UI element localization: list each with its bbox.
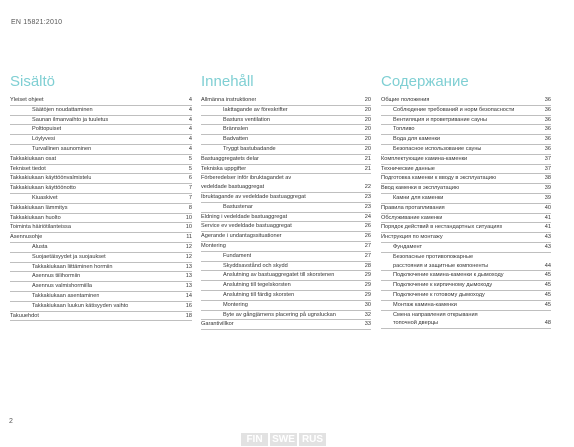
toc-entry-page: 39: [544, 185, 551, 192]
toc-entry-page: [549, 311, 551, 320]
toc-entry-page: 27: [364, 242, 371, 249]
toc-entry-title: Безопасные противопожарные: [393, 253, 474, 260]
toc-entry[interactable]: [201, 155, 371, 165]
toc-entry-title: Tryggt bastubadande: [223, 145, 276, 152]
toc-entry-title: Allmänna instruktioner: [201, 97, 257, 103]
toc-entry[interactable]: [381, 145, 551, 155]
toc-entry-title: Безопасное использование сауны: [393, 145, 482, 152]
toc-entry-page: 40: [544, 204, 551, 211]
toc-entry-page: 45: [544, 282, 551, 289]
toc-entry-page: 4: [188, 126, 192, 133]
toc-entry[interactable]: [381, 319, 551, 329]
toc-entry-title: Подключение камина-каменки к дымоходу: [393, 272, 504, 279]
toc-entry-title: Anslutning av bastuaggregatet till skorstenen: [223, 272, 335, 279]
toc-entry-page: 48: [544, 320, 551, 327]
toc-column-swe: [201, 73, 371, 330]
toc-entry-title: Takkakiukaan lämmitys: [10, 204, 68, 211]
toc-entry-page: 7: [188, 194, 192, 201]
toc-entry-title: Takuuehdot: [10, 312, 39, 319]
toc-entry[interactable]: [201, 291, 371, 301]
toc-entry-page: 28: [364, 262, 371, 269]
toc-entry[interactable]: [201, 165, 371, 175]
toc-entry-title: Ввод каменки в эксплуатацию: [381, 185, 460, 192]
toc-entry-page: 4: [188, 136, 192, 143]
toc-entry-title: Saunan ilmanvaihto ja tuuletus: [32, 116, 109, 123]
toc-entry-page: 4: [188, 106, 192, 113]
toc-entry-title: Asennusohje: [10, 234, 43, 241]
toc-entry-page: 21: [364, 165, 371, 172]
toc-entry[interactable]: [381, 155, 551, 165]
toc-entry-title: Toiminta häiriötilanteissa: [10, 224, 71, 231]
toc-entry[interactable]: [381, 204, 551, 214]
toc-entry-title: Alusta: [32, 243, 48, 250]
document-header: EN 15821:2010: [11, 19, 63, 26]
toc-entry-title: Вентиляция и проветривание сауны: [393, 116, 488, 123]
toc-entry-page: 14: [185, 292, 192, 299]
toc-entry-page: 29: [364, 291, 371, 298]
toc-entry-page: 30: [364, 301, 371, 308]
toc-entry-title: Инструкция по монтажу: [381, 234, 443, 241]
toc-entry-page: 23: [364, 193, 371, 200]
toc-entry-page: 20: [364, 136, 371, 143]
toc-entry-page: 45: [544, 301, 551, 308]
toc-entry-page: 27: [364, 252, 371, 259]
toc-entry[interactable]: [10, 263, 192, 273]
toc-entry-page: 36: [544, 136, 551, 143]
toc-entry[interactable]: [201, 183, 371, 193]
toc-entry-title: Montering: [223, 301, 248, 308]
toc-entry[interactable]: [10, 145, 192, 155]
toc-entry-title: Yleiset ohjeet: [10, 97, 44, 103]
toc-entry[interactable]: [201, 252, 371, 262]
toc-entry-title: Asennus tiilihormiin: [32, 273, 81, 280]
toc-entry[interactable]: [10, 233, 192, 243]
toc-entry-title: Общие положения: [381, 97, 430, 103]
toc-entry-title: Ibruktagande av vedeldade bastuaggregat: [201, 193, 306, 200]
toc-entry-page: 8: [188, 204, 192, 211]
toc-entry-page: 38: [544, 175, 551, 182]
toc-entry[interactable]: [381, 233, 551, 243]
toc-entry[interactable]: [201, 96, 371, 106]
toc-entry-page: 36: [544, 145, 551, 152]
toc-entry[interactable]: [10, 184, 192, 194]
toc-entry-page: 5: [188, 155, 192, 162]
toc-entry-title: Правила протапливания: [381, 204, 445, 211]
toc-entry-page: 11: [186, 234, 192, 241]
toc-title-rus: Содержание: [381, 73, 469, 90]
toc-entry[interactable]: [201, 145, 371, 155]
toc-entry[interactable]: [10, 253, 192, 263]
toc-entry[interactable]: [201, 311, 371, 321]
toc-entry-title: Подключение к готовому дымоходу: [393, 291, 485, 298]
toc-entry-title: Takkakiukaan käyttöönvalmistelu: [10, 175, 92, 182]
toc-entry-title: Agerande i undantagssituationer: [201, 233, 282, 240]
toc-entry-title: Смена направления открывания: [393, 311, 478, 318]
toc-entry[interactable]: [10, 194, 192, 204]
toc-entry-title: Asennus valmishormiilla: [32, 283, 92, 290]
toc-entry[interactable]: [201, 135, 371, 145]
toc-entry[interactable]: [10, 135, 192, 145]
toc-entry-page: 10: [185, 214, 192, 221]
toc-column-rus: [381, 73, 551, 329]
toc-entry[interactable]: [10, 116, 192, 126]
toc-list-rus: [381, 96, 551, 329]
toc-entry-page: 16: [185, 302, 192, 309]
toc-entry-page: 20: [364, 106, 371, 113]
toc-entry-page: 41: [544, 214, 551, 221]
toc-entry-title: Подготовка каменки к вводу в эксплуатацию: [381, 175, 497, 182]
toc-entry-page: 4: [188, 97, 192, 103]
toc-entry-page: 29: [364, 282, 371, 289]
toc-entry-page: 26: [364, 233, 371, 240]
toc-entry[interactable]: [201, 203, 371, 213]
toc-entry-title: Fundament: [223, 252, 252, 259]
toc-entry-title: Garantivillkor: [201, 321, 234, 328]
toc-entry[interactable]: [381, 253, 551, 262]
toc-entry-page: 36: [544, 126, 551, 133]
toc-entry[interactable]: [201, 222, 371, 232]
toc-entry-title: Suojaetäisyydet ja suojaukset: [32, 253, 106, 260]
toc-entry-title: Säätöjen noudattaminen: [32, 106, 93, 113]
toc-entry[interactable]: [381, 214, 551, 224]
toc-entry[interactable]: [10, 155, 192, 165]
toc-entry[interactable]: [201, 242, 371, 252]
toc-entry[interactable]: [201, 174, 371, 183]
toc-entry-page: 6: [188, 175, 192, 182]
toc-entry-title: vedeldade bastuaggregat: [201, 184, 265, 191]
toc-entry-page: 41: [544, 224, 551, 231]
toc-entry-page: 21: [364, 155, 371, 162]
toc-entry[interactable]: [10, 302, 192, 312]
toc-entry-page: 20: [364, 116, 371, 123]
toc-entry-title: Соблюдение требований и норм безопасности: [393, 106, 515, 113]
toc-entry-page: 24: [364, 213, 371, 220]
toc-entry[interactable]: [201, 301, 371, 311]
toc-entry-page: 23: [364, 203, 371, 210]
language-tab-fin[interactable]: FIN: [241, 433, 268, 446]
toc-entry[interactable]: [201, 262, 371, 272]
toc-entry-page: 13: [185, 273, 192, 280]
toc-entry-page: 39: [544, 194, 551, 201]
toc-entry[interactable]: [10, 174, 192, 184]
toc-entry-title: Löylyvesi: [32, 136, 56, 143]
toc-entry-title: Montering: [201, 242, 226, 249]
toc-entry-page: 5: [188, 165, 192, 172]
toc-entry[interactable]: [10, 204, 192, 214]
toc-entry[interactable]: [381, 311, 551, 320]
toc-entry-page: 37: [544, 165, 551, 172]
toc-entry[interactable]: [381, 243, 551, 253]
toc-entry-title: Tekniska uppgifter: [201, 165, 247, 172]
toc-entry-page: 36: [544, 97, 551, 103]
toc-entry-page: 45: [544, 291, 551, 298]
toc-entry-page: 43: [544, 243, 551, 250]
toc-entry-title: Технические данные: [381, 165, 435, 172]
toc-entry-title: Takkakiukaan käyttöönotto: [10, 185, 76, 192]
toc-entry-title: Топливо: [393, 126, 415, 133]
toc-entry[interactable]: [10, 125, 192, 135]
toc-entry[interactable]: [10, 312, 192, 322]
toc-entry-page: 36: [544, 116, 551, 123]
toc-entry-page: 12: [185, 243, 192, 250]
toc-entry[interactable]: [381, 262, 551, 272]
toc-entry[interactable]: [10, 223, 192, 233]
toc-entry-page: 7: [188, 185, 192, 192]
toc-entry-title: Монтаж камина-каменки: [393, 301, 457, 308]
toc-entry[interactable]: [381, 184, 551, 194]
toc-entry-title: Takkakiukaan liittäminen hormiin: [32, 263, 113, 270]
toc-entry[interactable]: [381, 271, 551, 281]
toc-entry-title: Polttopuiset: [32, 126, 62, 133]
toc-title-fin: Sisältö: [10, 73, 56, 90]
toc-entry-title: Brännslen: [223, 126, 249, 133]
toc-entry-page: 22: [364, 184, 371, 191]
toc-entry[interactable]: [201, 116, 371, 126]
toc-entry-page: 4: [188, 116, 192, 123]
toc-entry[interactable]: [381, 135, 551, 145]
toc-entry-title: Badvatten: [223, 136, 249, 143]
toc-entry[interactable]: [381, 281, 551, 291]
toc-entry-page: 36: [544, 106, 551, 113]
toc-column-fin: [10, 73, 192, 321]
toc-entry-page: 33: [364, 321, 371, 328]
toc-entry[interactable]: [381, 116, 551, 126]
toc-entry-title: Anslutning till tegelskorsten: [223, 282, 291, 289]
toc-entry-title: Turvallinen saunominen: [32, 145, 92, 152]
toc-entry-title: Tekniset tiedot: [10, 165, 46, 172]
toc-entry-page: 12: [185, 253, 192, 260]
toc-entry-title: Förberedelser inför ibruktagandet av: [201, 175, 292, 182]
toc-entry-title: Фундамент: [393, 243, 423, 250]
toc-entry-page: 32: [364, 311, 371, 318]
language-tab-rus[interactable]: RUS: [299, 433, 326, 446]
toc-entry-page: 13: [185, 263, 192, 270]
toc-entry-page: 26: [364, 223, 371, 230]
toc-entry-title: Service ev vedeldade bastuaggregat: [201, 223, 292, 230]
toc-entry-title: Anslutning till färdig skorsten: [223, 291, 295, 298]
toc-entry[interactable]: [381, 291, 551, 301]
toc-entry[interactable]: [201, 271, 371, 281]
toc-entry-page: 18: [185, 312, 192, 319]
toc-entry[interactable]: [381, 165, 551, 175]
toc-entry-title: Подключение к кирпичному дымоходу: [393, 282, 493, 289]
toc-entry-title: Обслуживание каменки: [381, 214, 443, 221]
toc-entry-page: 20: [364, 97, 371, 103]
toc-entry-title: Takkakiukaan luukun kätisyyden vaihto: [32, 302, 129, 309]
toc-entry-title: Iakttagande av föreskrifter: [223, 106, 288, 113]
toc-entry-page: [549, 253, 551, 262]
toc-entry-page: 44: [544, 262, 551, 269]
toc-entry-title: Bastuns ventilation: [223, 116, 270, 123]
toc-entry[interactable]: [10, 96, 192, 106]
toc-entry-title: Skyddsavstånd och skydd: [223, 262, 288, 269]
toc-entry-page: 29: [364, 272, 371, 279]
toc-entry[interactable]: [381, 96, 551, 106]
toc-entry[interactable]: [10, 165, 192, 175]
toc-entry-page: [369, 174, 371, 183]
toc-entry-title: Eldning i vedeldade bastuaggregat: [201, 213, 288, 220]
toc-entry[interactable]: [201, 193, 371, 203]
toc-entry[interactable]: [201, 320, 371, 330]
toc-entry[interactable]: [201, 232, 371, 242]
toc-entry[interactable]: [201, 125, 371, 135]
toc-entry[interactable]: [201, 106, 371, 116]
toc-entry[interactable]: [10, 214, 192, 224]
toc-entry[interactable]: [10, 292, 192, 302]
toc-entry-page: 37: [544, 155, 551, 162]
toc-entry-title: Комплектующие камина-каменки: [381, 155, 468, 162]
toc-entry-page: 20: [364, 145, 371, 152]
toc-entry[interactable]: [10, 106, 192, 116]
language-tab-swe[interactable]: SWE: [270, 433, 297, 446]
toc-entry-title: Bastuaggregatets delar: [201, 155, 259, 162]
toc-entry[interactable]: [381, 194, 551, 204]
toc-entry-title: Takkakiukaan huolto: [10, 214, 61, 221]
toc-entry[interactable]: [381, 106, 551, 116]
toc-entry-title: Вода для каменки: [393, 136, 441, 143]
page-number: 2: [9, 418, 13, 425]
toc-entry-page: 45: [544, 272, 551, 279]
toc-entry[interactable]: [10, 272, 192, 282]
toc-entry-page: 20: [364, 126, 371, 133]
toc-entry-page: 10: [185, 224, 192, 231]
toc-entry-page: 4: [188, 145, 192, 152]
toc-entry[interactable]: [10, 243, 192, 253]
toc-entry-page: 43: [544, 234, 551, 241]
toc-entry-title: расстояния и защитные компоненты: [393, 262, 489, 269]
toc-entry-title: Bastustenar: [223, 203, 253, 210]
toc-entry-title: топочной дверцы: [393, 320, 439, 327]
toc-entry-title: Takkakiukaan asentaminen: [32, 292, 100, 299]
toc-entry-title: Byte av gångjärnens placering på ugnsluckan: [223, 311, 336, 318]
toc-entry-title: Камни для каменки: [393, 194, 444, 201]
toc-list-fin: [10, 96, 192, 321]
toc-entry[interactable]: [381, 174, 551, 184]
toc-entry-page: 13: [185, 283, 192, 290]
toc-entry[interactable]: [201, 281, 371, 291]
toc-entry-title: Kiuaskivet: [32, 194, 58, 201]
toc-entry-title: Takkakiukaan osat: [10, 155, 57, 162]
toc-entry[interactable]: [381, 223, 551, 233]
toc-entry[interactable]: [201, 213, 371, 223]
toc-entry-title: Порядок действий в нестандартных ситуациях: [381, 224, 503, 231]
toc-entry[interactable]: [10, 282, 192, 292]
toc-list-swe: [201, 96, 371, 330]
toc-entry[interactable]: [381, 301, 551, 311]
toc-entry[interactable]: [381, 125, 551, 135]
toc-title-swe: Innehåll: [201, 73, 254, 90]
